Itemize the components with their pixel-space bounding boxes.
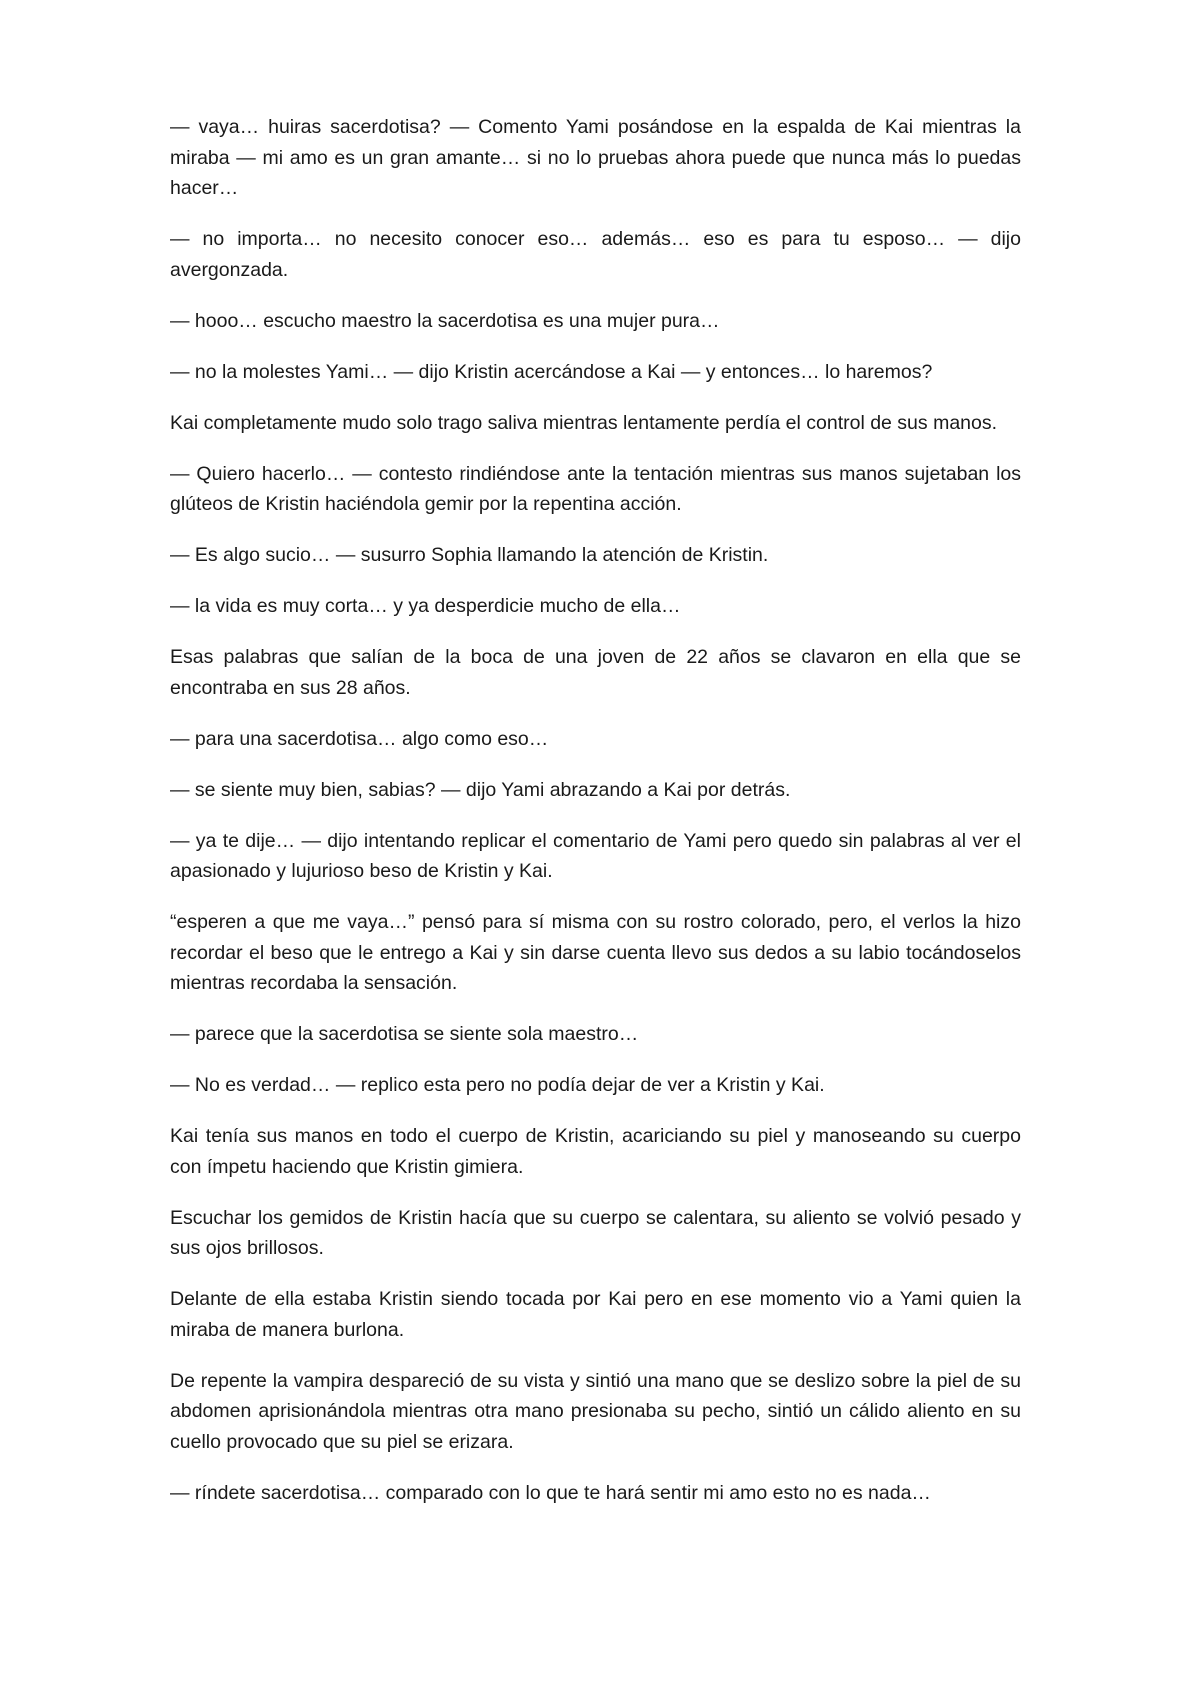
paragraph: — parece que la sacerdotisa se siente sola maestro… [170,1023,639,1045]
paragraph: — hooo… escucho maestro la sacerdotisa es una mujer pura… [170,309,720,332]
paragraph: — no importa… no necesito conocer eso… además… eso es para tu esposo… — dijo avergonzada. [170,228,1021,281]
paragraph: — Es algo sucio… — susurro Sophia llamando la atención de Kristin. [170,544,769,566]
paragraph: Delante de ella estaba Kristin siendo tocada por Kai pero en ese momento vio a Yami quien la miraba de manera burlona. [170,1288,1021,1341]
paragraph: — se siente muy bien, sabias? — dijo Yami abrazando a Kai por detrás. [170,778,791,801]
paragraph: De repente la vampira despareció de su vista y sintió una mano que se deslizo sobre la piel de su abdomen aprisionándola mientras otra mano presionaba su pecho, sintió un cálido aliento en su cuello provocado que su piel se erizara. [170,1369,1021,1453]
paragraph: — ríndete sacerdotisa… comparado con lo que te hará sentir mi amo esto no es nada… [170,1481,931,1504]
paragraph: Kai tenía sus manos en todo el cuerpo de Kristin, acariciando su piel y manoseando su cuerpo con ímpetu haciendo que Kristin gimiera. [170,1125,1021,1178]
paragraph: — la vida es muy corta… y ya desperdicie mucho de ella… [170,595,681,617]
paragraph: Kai completamente mudo solo trago saliva mientras lentamente perdía el control de sus manos. [170,411,998,434]
paragraph: — no la molestes Yami… — dijo Kristin acercándose a Kai — y entonces… lo haremos? [170,360,933,383]
paragraph: — vaya… huiras sacerdotisa? — Comento Yami posándose en la espalda de Kai mientras la miraba — mi amo es un gran amante… si no lo pruebas ahora puede que nunca más lo puedas hacer… [170,116,1021,199]
paragraph: Escuchar los gemidos de Kristin hacía que su cuerpo se calentara, su aliento se volvió pesado y sus ojos brillosos. [170,1206,1021,1259]
paragraph: — No es verdad… — replico esta pero no podía dejar de ver a Kristin y Kai. [170,1074,825,1096]
paragraph: — para una sacerdotisa… algo como eso… [170,727,549,750]
text-column [170,112,1021,1529]
paragraph: “esperen a que me vaya…” pensó para sí misma con su rostro colorado, pero, el verlos la hizo recordar el beso que le entrego a Kai y sin darse cuenta llevo sus dedos a su labio tocándoselos mientras recordaba la sensación. [170,911,1021,994]
paragraph: Esas palabras que salían de la boca de una joven de 22 años se clavaron en ella que se encontraba en sus 28 años. [170,646,1021,699]
paragraph: — Quiero hacerlo… — contesto rindiéndose ante la tentación mientras sus manos sujetaban los glúteos de Kristin haciéndola gemir por la repentina acción. [170,462,1021,515]
paragraph: — ya te dije… — dijo intentando replicar el comentario de Yami pero quedo sin palabras al ver el apasionado y lujurioso beso de Kristin y Kai. [170,829,1021,882]
